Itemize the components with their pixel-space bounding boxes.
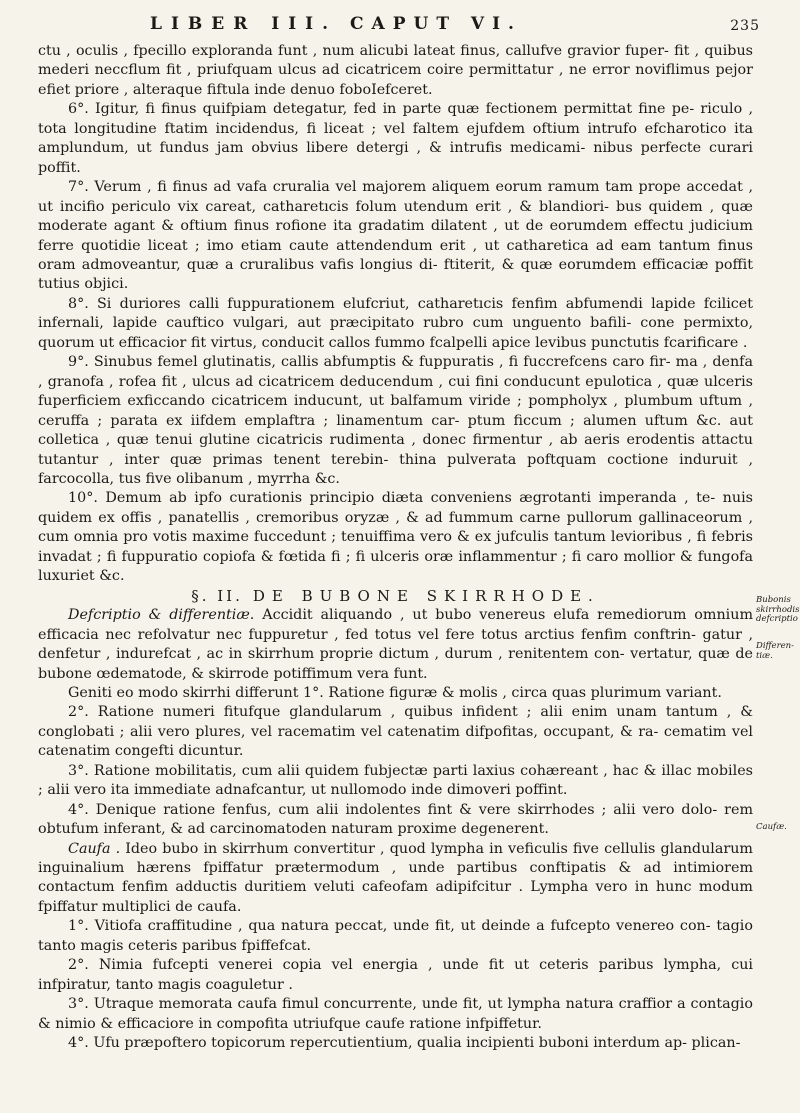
paragraph-7: 7°. Verum , fi finus ad vafa cruralia vel majorem aliquem eorum ramum tam prope accedat , ut incifio periculo vix careat, catharetıcis folum utendum erit , & blandiori- bus quidem , quæ moderate agant & oftium finus rofione ita gradatim dilatent , ut de eorumdem effectu judicium ferre quotidie liceat ; imo etiam caute attendendum erit , ut catharetica ad eam tantum finus oram admoveantur, quæ a cruralibus vafis longius di- ftiterit, & quæ eorumdem efficaciæ poffit tutius objici. [38,179,753,293]
description-lead: Defcriptio & differentiæ. [68,607,255,624]
running-head-book: LIBER III. [150,14,338,34]
page-number: 235 [730,18,760,34]
section-title: DE BUBONE SKIRRHODE. [252,586,600,605]
paragraph-10: 10°. Demum ab ipfo curationis principio diæta conveniens ægrotanti imperanda , te- nuis quidem ex offis , panatellis , cremoribus oryzæ , & ad fummum carne pullorum gallinaceorum , cum omnia pro votis maxime fuccedunt ; tenuiffima vero & ex jufculis tantum levioribus , fi febris invadat ; fi fuppuratio copiofa & fœtida fi ; fi ulceris oræ inflammentur ; fi caro mollior & fungofa luxuriet &c. [38,490,753,585]
main-text [38,42,753,1054]
paragraph-causa [38,840,753,918]
section-number: §. II. [191,586,243,605]
causa-text: Ideo bubo in skirrhum convertitur , quod lympha in veficulis five cellulis glandularum inguinalium hærens fpiffatur prætermodum , unde partibus conftipatis & ad intimiorem contactum fenfim adductis duritiem veluti cafeofam adipifcitur . Lympha vero in hunc modum fpiffatur multiplici de caufa. [38,840,753,915]
margin-note-causes: Caufæ. [756,822,787,832]
margin-note-description: Bubonis skirrhodis defcriptio [756,595,800,624]
paragraph-causa-3: 3°. Utraque memorata caufa fimul concurrente, unde fit, ut lympha natura craffior a contagio & nimio & efficaciore in compofita utriufque caufe ratione infpiffetur. [38,996,753,1032]
paragraph-geniti: Geniti eo modo skirrhi differunt 1°. Ratione figuræ & molis , circa quas plurimum variant. [68,684,722,701]
paragraph-8: 8°. Si duriores calli fuppurationem elufcriut, catharetıcis fenfim abfumendi lapide fcilicet infernali, lapide cauftico vulgari, aut præcipitato rubro cum unguento bafili- cone permixto, quorum ut efficacior fit virtus, conducit callos fummo fcalpelli apice levibus punctutis fcarificare . [38,295,753,351]
section-heading [38,587,753,606]
paragraph-ratio-2: 2°. Ratione numeri fitufque glandularum , quibus infident ; alii enim unam tantum , & conglobati ; alii vero plures, vel racematim vel catenatim difpofitas, occupant, & ra- cematim vel catenatim congefti dicuntur. [38,704,753,760]
paragraph-6: 6°. Igitur, fi finus quifpiam detegatur, fed in parte quæ fectionem permittat fine pe- riculo , tota longitudine ftatim incidendus, fi liceat ; vel faltem ejufdem oftium intrufo efcharotico ita amplundum, ut fundus jam obvius libere detergi , & intrufis medicami- nibus perfecte curari poffit. [38,101,753,176]
paragraph-causa-1: 1°. Vitiofa craffitudine , qua natura peccat, unde fit, ut deinde a fufcepto venereo con- tagio tanto magis ceteris paribus fpiffefcat. [38,918,753,954]
paragraph-ratio-3: 3°. Ratione mobilitatis, cum alii quidem fubjectæ parti laxius cohæreant , hac & illac mobiles ; alii vero ita immediate adnafcantur, ut nullomodo inde dimoveri poffint. [38,762,753,799]
paragraph-ratio-4: 4°. Denique ratione fenfus, cum alii indolentes fint & vere skirrhodes ; alii vero dolo- rem obtufum inferant, & ad carcinomatoden naturam proxime degenerent. [38,801,753,838]
margin-note-differences: Differen-tiæ. [756,641,795,661]
paragraph-continuation: ctu , oculis , fpecillo exploranda funt , num alicubi lateat finus, callufve gravior fuper- fit , quibus mederi neccflum fit , priufquam ulcus ad cicatricem coire permittatur , ne error noviflimus pejor efiet priore , alteraque fiftula inde denuo foboIefceret. [38,43,753,98]
paragraph-9: 9°. Sinubus femel glutinatis, callis abfumptis & fuppuratis , fi fuccrefcens caro fir- ma , denfa , granofa , rofea fit , ulcus ad cicatricem deducendum , cui fini conducunt epulotica , quæ ulceris fuperficiem exficcando cicatricem inducunt, ut balfamum viride ; pompholyx , plumbum uftum , ceruffa ; parata ex iifdem emplaftra ; linamentum car- ptum ficcum ; alumen uftum &c. aut colletica , quæ tenui glutine cicatricis rudimenta , donec firmentur , ab aeris erodentis attactu tutantur , inter quæ primas tenent terebin- thina pulverata poftquam coctione induruit , farcocolla, tus five olibanum , myrrha &c. [38,354,753,487]
description-text: Accidit aliquando , ut bubo venereus elufa remediorum omnium efficacia nec refolvatur nec fuppuretur , fed totus vel fere totus arctius fenfim conftrin- gatur , denfetur , indurefcat , ac in skirrhum proprie dictum , durum , renitentem con- vertatur, quæ de bubone œdematode, & skirrode potiffimum vera funt. [38,607,754,682]
running-head-chapter: CAPUT VI. [350,14,522,34]
paragraph-description [38,606,753,684]
paragraph-causa-4: 4°. Ufu præpoftero topicorum repercutientium, qualia incipienti buboni interdum ap- plican- [68,1035,741,1052]
causa-lead: Caufa . [68,840,121,857]
paragraph-causa-2: 2°. Nimia fufcepti venerei copia vel energia , unde fit ut ceteris paribus lympha, cui infpiratur, tanto magis coaguletur . [38,957,753,993]
running-head [150,14,670,34]
